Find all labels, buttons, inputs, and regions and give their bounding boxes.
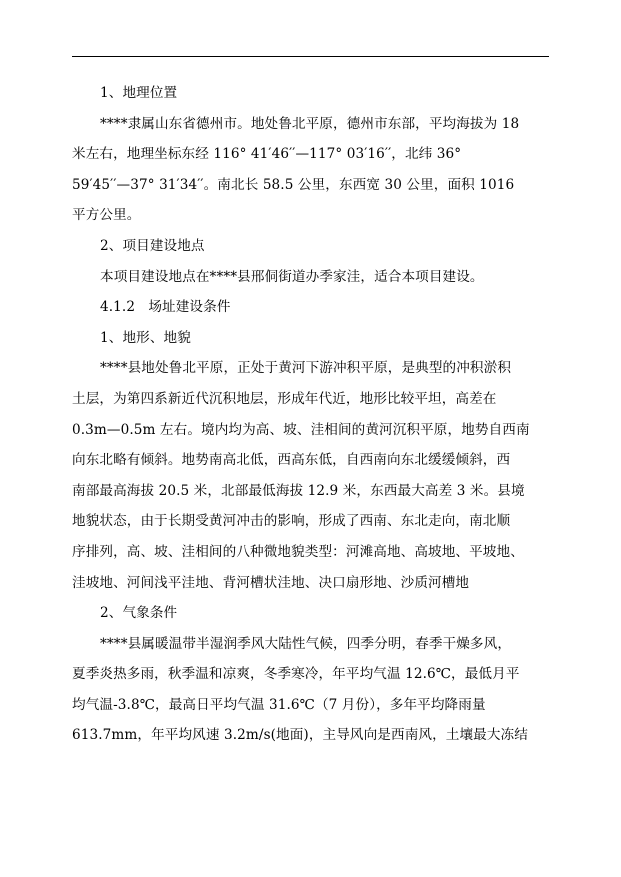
paragraph-line: ****隶属山东省德州市。地处鲁北平原，德州市东部，平均海拔为 18 [100,115,520,132]
paragraph-line: 南部最高海拔 20.5 米，北部最低海拔 12.9 米，东西最大高差 3 米。县境 [72,482,525,499]
section-heading-site-conditions: 4.1.2 场址建设条件 [100,299,231,316]
paragraph-line: 向东北略有倾斜。地势南高北低，西高东低，自西南向东北缓缓倾斜，西 [72,452,511,469]
heading-project-site: 2、项目建设地点 [100,237,205,254]
header-rule [72,56,549,57]
paragraph-line: 土层，为第四系新近代沉积地层，形成年代近，地形比较平坦，高差在 [72,390,497,407]
heading-climate: 2、气象条件 [100,605,178,622]
paragraph-line: 59′45′′—37° 31′34′′。南北长 58.5 公里，东西宽 30 公里，面积 1016 [72,176,515,193]
paragraph-line: 均气温-3.8℃，最高日平均气温 31.6℃（7 月份），多年平均降雨量 [72,696,486,713]
paragraph-line: 序排列，高、坡、洼相间的八种微地貌类型：河滩高地、高坡地、平坡地、 [72,543,524,560]
heading-geographic-location: 1、地理位置 [100,85,178,101]
paragraph-line: 夏季炎热多雨，秋季温和凉爽，冬季寒冷，年平均气温 12.6℃，最低月平 [72,666,520,683]
paragraph-line: 洼坡地、河间浅平洼地、背河槽状洼地、决口扇形地、沙质河槽地 [72,574,470,591]
paragraph-line: 本项目建设地点在****县邢侗街道办季家洼，适合本项目建设。 [100,268,484,285]
paragraph-line: 0.3m—0.5m 左右。境内均为高、坡、洼相间的黄河沉积平原，地势自西南 [72,421,530,438]
paragraph-line: ****县地处鲁北平原，正处于黄河下游冲积平原，是典型的冲积淤积 [100,360,512,377]
paragraph-line: 613.7mm，年平均风速 3.2m/s(地面)，主导风向是西南风，土壤最大冻结 [72,727,528,744]
heading-terrain: 1、地形、地貌 [100,329,191,346]
paragraph-line: ****县属暖温带半湿润季风大陆性气候，四季分明，春季干燥多风， [100,635,512,652]
document-body [72,78,549,751]
paragraph-line: 平方公里。 [72,207,141,224]
paragraph-line: 米左右，地理坐标东经 116° 41′46′′—117° 03′16′′，北纬 36° [72,146,462,163]
paragraph-line: 地貌状态，由于长期受黄河冲击的影响，形成了西南、东北走向，南北顺 [72,513,511,530]
